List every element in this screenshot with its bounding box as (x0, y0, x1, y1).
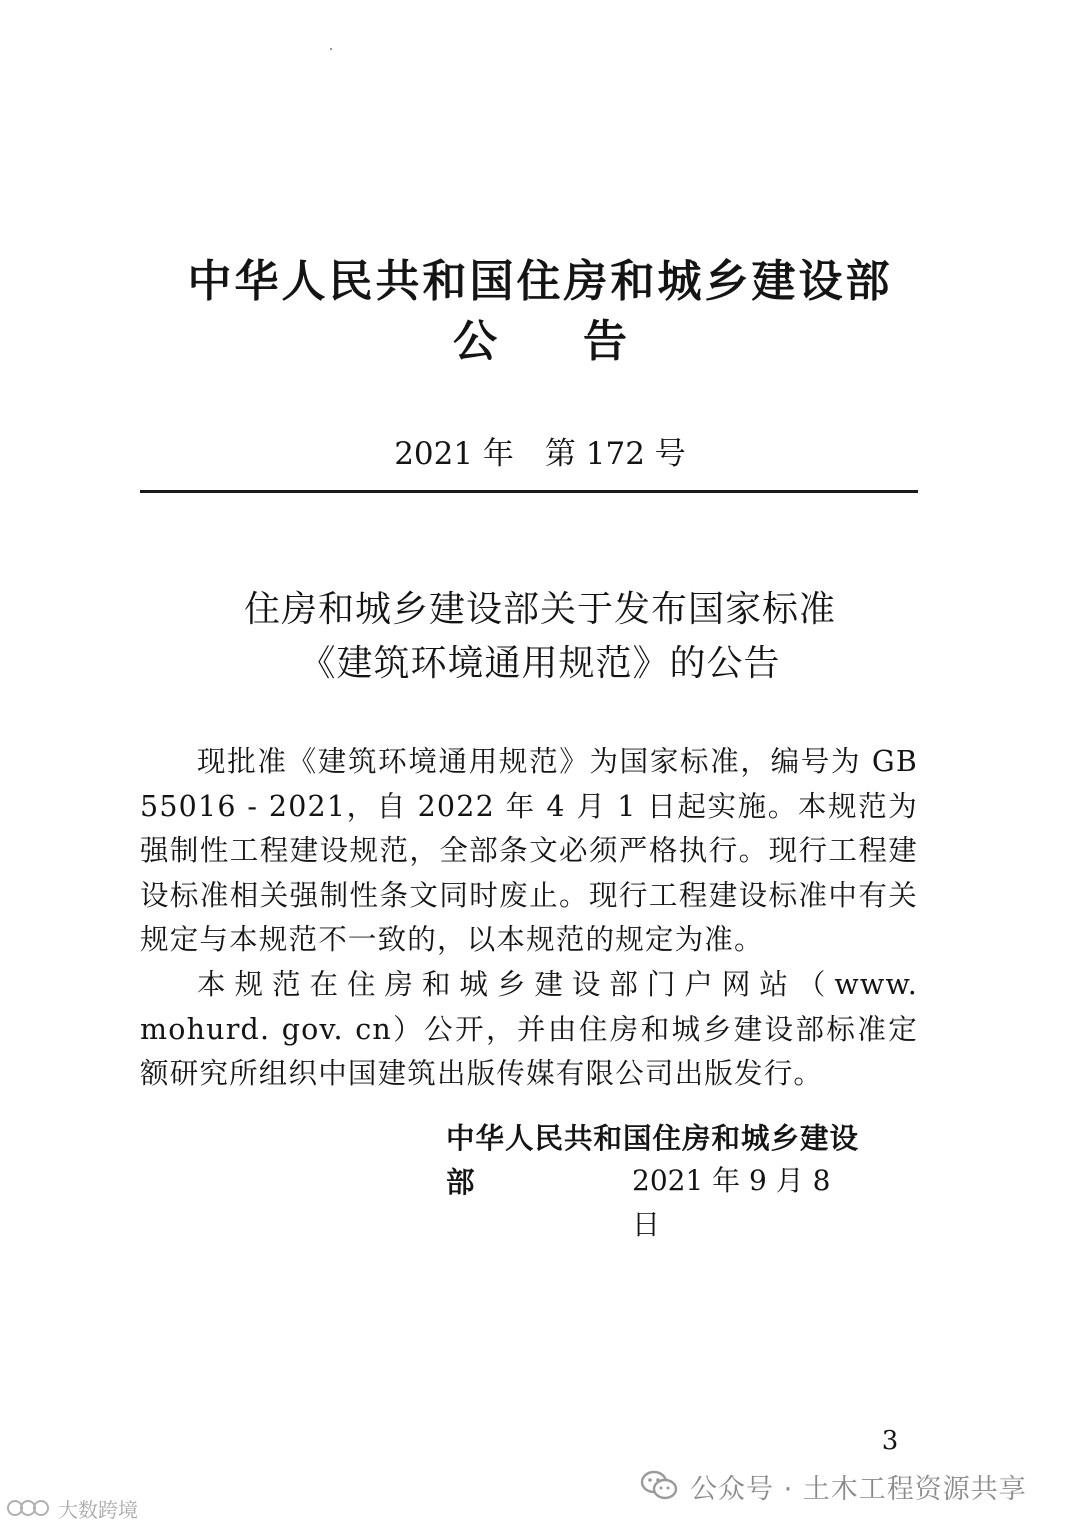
scan-speck (330, 48, 332, 50)
document-number: 2021 年 第 172 号 (394, 436, 686, 472)
signatory: 中华人民共和国住房和城乡建设部 (446, 1122, 860, 1199)
issue-date: 2021 年 9 月 8 日 (632, 1164, 831, 1241)
notice-body (140, 740, 918, 1097)
notice-title: 公告 (453, 316, 713, 367)
subject-line-1: 住房和城乡建设部关于发布国家标准 (243, 589, 836, 630)
brand-logo-icon (6, 1495, 52, 1521)
wechat-watermark-text: 公众号 · 土木工程资源共享 (690, 1473, 1027, 1505)
ministry-title: 中华人民共和国住房和城乡建设部 (187, 256, 893, 307)
wechat-icon (640, 1470, 678, 1502)
wechat-watermark (640, 1466, 1027, 1506)
brand-watermark-text: 大数跨境 (58, 1497, 138, 1522)
header-divider (140, 490, 918, 493)
brand-watermark (6, 1492, 138, 1524)
subject-line-2: 《建筑环境通用规范》的公告 (299, 643, 781, 684)
body-paragraph-1: 现批准《建筑环境通用规范》为国家标准，编号为 GB 55016 - 2021，自 2022 年 4 月 1 日起实施。本规范为强制性工程建设规范，全部条文必须严格执行。现行工程建设标准相关强制性条文同时废止。现行工程建设标准中有关规定与本规范不一致的，以本规范的规定为准。 (140, 745, 918, 957)
page-number: 3 (881, 1426, 899, 1456)
body-paragraph-2: 本规范在住房和城乡建设部门户网站（www. mohurd. gov. cn）公开，并由住房和城乡建设部标准定额研究所组织中国建筑出版传媒有限公司出版发行。 (140, 967, 918, 1091)
